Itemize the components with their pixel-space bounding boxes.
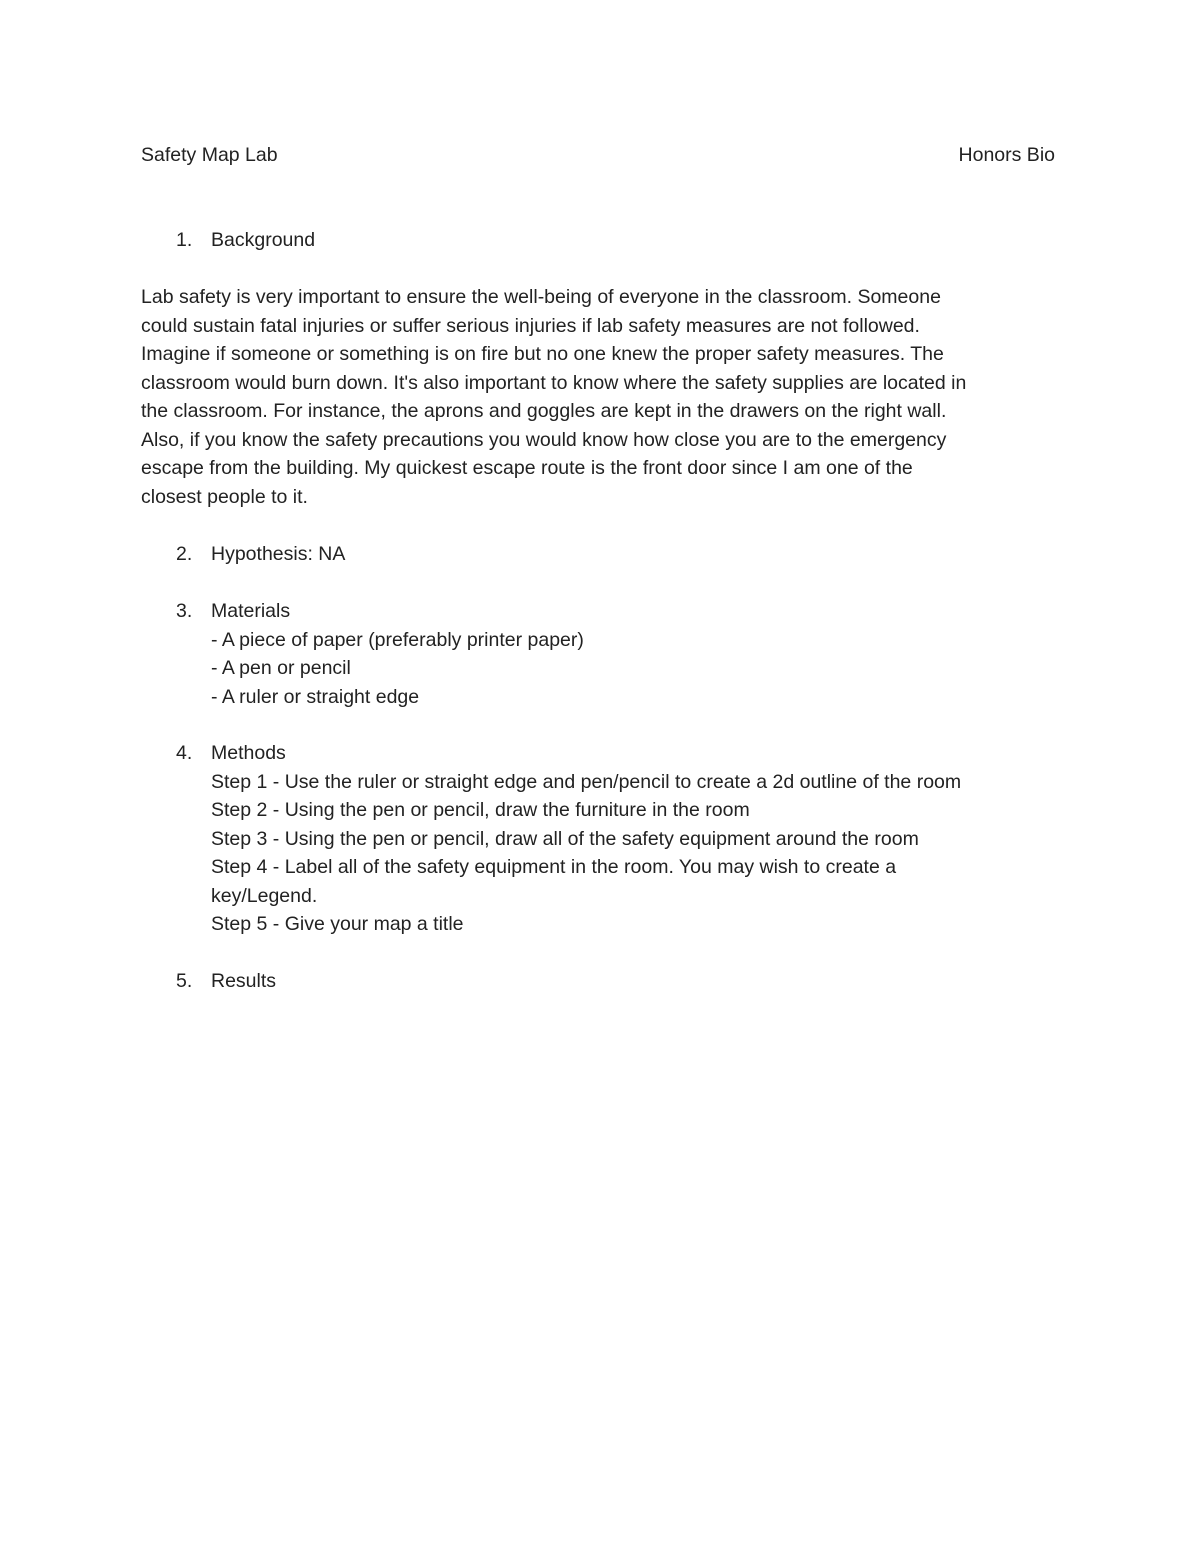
method-step: key/Legend.	[211, 884, 318, 907]
paragraph-line: could sustain fatal injuries or suffer serious injuries if lab safety measures are not followed.	[141, 314, 920, 337]
paragraph-line: classroom would burn down. It's also important to know where the safety supplies are located in	[141, 371, 967, 394]
section-heading: Hypothesis: NA	[211, 543, 346, 565]
material-item: - A pen or pencil	[211, 657, 351, 679]
list-number: 1.	[176, 229, 193, 251]
method-step: Step 2 - Using the pen or pencil, draw the furniture in the room	[211, 799, 750, 821]
document-header	[141, 141, 1055, 169]
paragraph-line: closest people to it.	[141, 485, 308, 508]
paragraph-line: Lab safety is very important to ensure the well-being of everyone in the classroom. Someone	[141, 286, 941, 308]
paragraph-line: the classroom. For instance, the aprons and goggles are kept in the drawers on the right wall.	[141, 400, 947, 422]
section-hypothesis	[141, 540, 1061, 569]
section-heading: Methods	[211, 742, 286, 764]
list-number: 3.	[176, 600, 193, 622]
list-number: 4.	[176, 742, 193, 764]
background-paragraph	[141, 283, 1061, 511]
section-background-heading	[141, 226, 1061, 255]
material-item: - A ruler or straight edge	[211, 685, 420, 708]
paragraph-line: Also, if you know the safety precautions you would know how close you are to the emergency	[141, 428, 947, 451]
paragraph-line: Imagine if someone or something is on fire but no one knew the proper safety measures. The	[141, 343, 944, 365]
section-methods	[141, 739, 1061, 939]
method-step: Step 4 - Label all of the safety equipment in the room. You may wish to create a	[211, 856, 897, 878]
section-materials	[141, 597, 1061, 711]
section-heading: Materials	[211, 600, 291, 622]
section-heading: Background	[211, 229, 316, 251]
course-name: Honors Bio	[958, 144, 1055, 166]
list-number: 5.	[176, 970, 193, 992]
method-step: Step 3 - Using the pen or pencil, draw all of the safety equipment around the room	[211, 827, 919, 850]
document-title: Safety Map Lab	[141, 144, 278, 166]
material-item: - A piece of paper (preferably printer paper)	[211, 628, 584, 651]
method-step: Step 5 - Give your map a title	[211, 913, 464, 935]
section-results	[141, 967, 1061, 996]
method-step: Step 1 - Use the ruler or straight edge and pen/pencil to create a 2d outline of the room	[211, 770, 962, 793]
paragraph-line: escape from the building. My quickest escape route is the front door since I am one of the	[141, 457, 913, 479]
section-heading: Results	[211, 970, 277, 992]
list-number: 2.	[176, 543, 193, 565]
